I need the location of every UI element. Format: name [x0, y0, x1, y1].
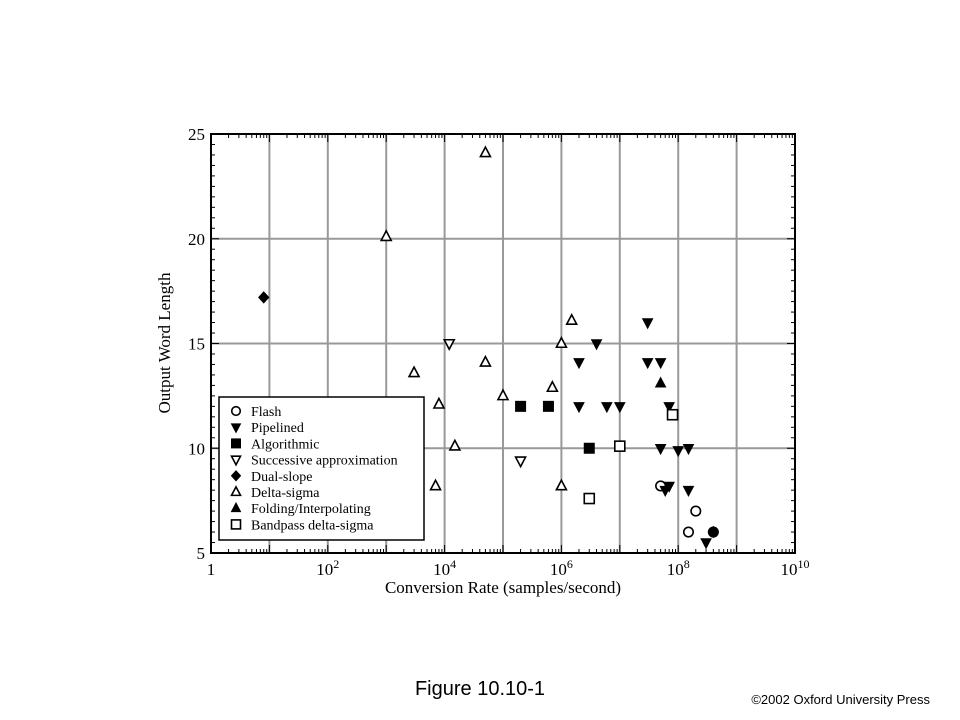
- x-tick-label: $10^6$: [549, 557, 573, 579]
- x-tick-label: $10^8$: [666, 557, 690, 579]
- x-tick-label: $10^{10}$: [780, 557, 810, 579]
- point-delta-sigma: [547, 382, 557, 392]
- point-pipelined: [643, 319, 653, 329]
- legend-marker-bandpass-delta-sigma: [232, 520, 241, 529]
- legend: [219, 397, 424, 540]
- point-algorithmic: [516, 401, 526, 411]
- point-delta-sigma: [480, 147, 490, 157]
- point-pipelined: [701, 539, 711, 549]
- y-tick-label: 20: [188, 229, 205, 249]
- point-bandpass-delta-sigma: [668, 410, 678, 420]
- legend-marker-algorithmic: [232, 439, 241, 448]
- point-pipelined: [673, 447, 683, 457]
- point-bandpass-delta-sigma: [615, 441, 625, 451]
- y-tick-label: 25: [188, 125, 205, 144]
- point-delta-sigma: [434, 399, 444, 409]
- point-delta-sigma: [381, 231, 391, 241]
- point-successive-approximation: [516, 457, 526, 467]
- legend-label-folding-interpolating: Folding/Interpolating: [251, 502, 371, 518]
- point-delta-sigma: [498, 390, 508, 400]
- point-delta-sigma: [567, 315, 577, 325]
- x-tick-label: 1: [206, 560, 216, 579]
- figure-caption: Figure 10.10-1: [414, 678, 546, 700]
- point-algorithmic: [584, 443, 594, 453]
- point-pipelined: [615, 403, 625, 413]
- point-folding-interpolating: [656, 378, 666, 388]
- point-pipelined: [574, 359, 584, 369]
- point-pipelined: [643, 359, 653, 369]
- legend-label-algorithmic: Algorithmic: [251, 437, 320, 453]
- legend-label-delta-sigma: Delta-sigma: [251, 486, 320, 501]
- point-algorithmic: [543, 401, 553, 411]
- point-delta-sigma: [431, 480, 441, 490]
- x-tick-label: $10^4$: [433, 557, 457, 579]
- y-axis-label: Output Word Length: [155, 272, 174, 414]
- legend-label-bandpass-delta-sigma: Bandpass delta-sigma: [251, 518, 374, 534]
- point-pipelined: [656, 359, 666, 369]
- point-pipelined: [602, 403, 612, 413]
- x-axis-label: Conversion Rate (samples/second): [384, 578, 622, 597]
- point-pipelined: [574, 403, 584, 413]
- copyright-notice: ©2002 Oxford University Press: [751, 692, 930, 707]
- y-tick-label: 10: [188, 439, 205, 459]
- legend-label-successive-approximation: Successive approximation: [251, 453, 398, 469]
- point-delta-sigma: [450, 440, 460, 450]
- y-tick-label: 15: [188, 334, 205, 354]
- point-dual-slope: [259, 292, 269, 303]
- point-bandpass-delta-sigma: [584, 494, 594, 504]
- legend-label-flash: Flash: [251, 405, 282, 420]
- point-delta-sigma: [480, 357, 490, 367]
- legend-label-pipelined: Pipelined: [251, 421, 304, 437]
- x-tick-label: $10^2$: [316, 557, 340, 579]
- point-flash: [684, 527, 694, 537]
- point-pipelined: [683, 486, 693, 496]
- legend-label-dual-slope: Dual-slope: [251, 469, 313, 485]
- legend-marker-flash: [232, 407, 241, 416]
- y-tick-label: 5: [196, 544, 205, 563]
- point-delta-sigma: [556, 480, 566, 490]
- point-delta-sigma: [409, 367, 419, 377]
- point-flash: [691, 506, 701, 515]
